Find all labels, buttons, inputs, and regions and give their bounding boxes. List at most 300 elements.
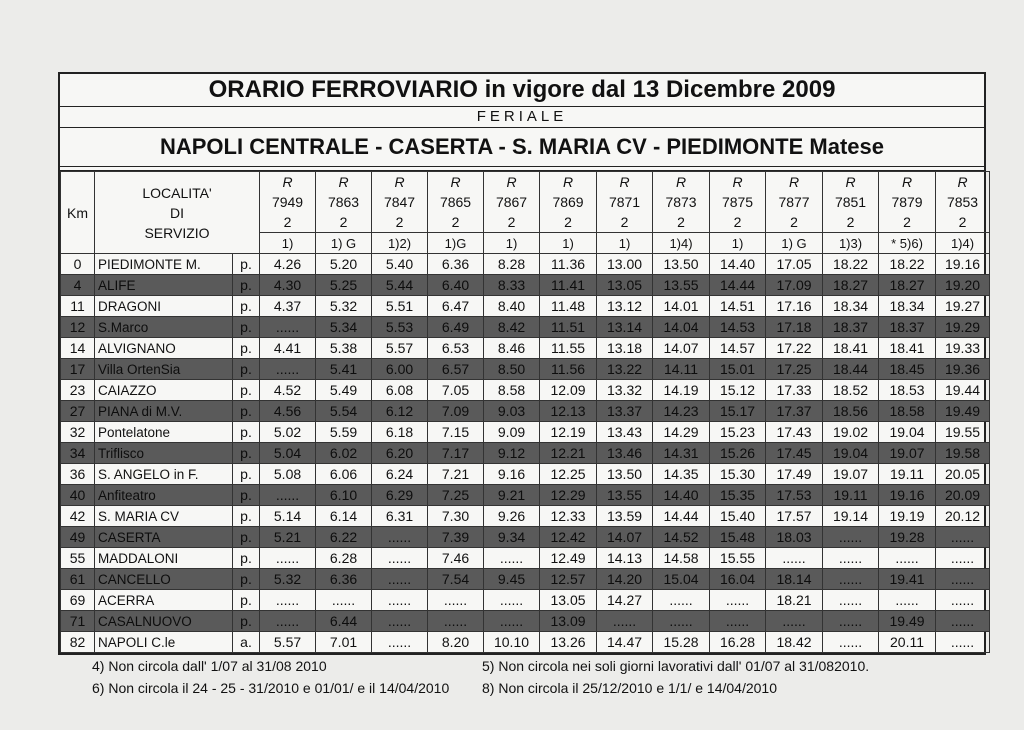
time-cell: 8.40	[484, 296, 540, 317]
time-cell: 14.23	[653, 401, 710, 422]
train-num: 7853	[946, 194, 979, 210]
time-cell: 6.22	[316, 527, 372, 548]
time-cell: 8.42	[484, 317, 540, 338]
time-cell: 5.40	[372, 254, 428, 275]
km-cell: 55	[61, 548, 95, 569]
time-cell: 14.52	[653, 527, 710, 548]
table-row	[61, 275, 990, 296]
train-num: 7871	[608, 194, 641, 210]
time-cell: ......	[936, 569, 990, 590]
time-cell: 19.49	[936, 401, 990, 422]
train-num: 7879	[891, 194, 923, 210]
table-row	[61, 380, 990, 401]
time-cell: 16.04	[710, 569, 766, 590]
km-cell: 32	[61, 422, 95, 443]
time-cell: 12.19	[540, 422, 597, 443]
stop-type-cell: p.	[233, 548, 260, 569]
train-header	[484, 172, 540, 233]
time-cell: 13.00	[597, 254, 653, 275]
time-cell: 12.42	[540, 527, 597, 548]
time-cell: ......	[823, 548, 879, 569]
train-cls: 2	[733, 214, 742, 230]
time-cell: ......	[428, 611, 484, 632]
time-cell: 13.59	[597, 506, 653, 527]
time-cell: 9.12	[484, 443, 540, 464]
time-cell: 17.25	[766, 359, 823, 380]
train-note: 1)2)	[372, 233, 428, 254]
time-cell: 5.51	[372, 296, 428, 317]
time-cell: 8.58	[484, 380, 540, 401]
time-cell: 11.36	[540, 254, 597, 275]
time-cell: 8.46	[484, 338, 540, 359]
time-cell: 17.09	[766, 275, 823, 296]
time-cell: 7.09	[428, 401, 484, 422]
station-cell: ACERRA	[95, 590, 233, 611]
timetable-title: ORARIO FERROVIARIO in vigore dal 13 Dicembre 2009	[60, 74, 984, 107]
time-cell: 4.26	[260, 254, 316, 275]
time-cell: 18.22	[879, 254, 936, 275]
time-cell: 14.51	[710, 296, 766, 317]
train-header	[936, 172, 990, 233]
train-cls: 2	[903, 214, 911, 230]
time-cell: 15.48	[710, 527, 766, 548]
km-cell: 42	[61, 506, 95, 527]
time-cell: 4.41	[260, 338, 316, 359]
table-row	[61, 422, 990, 443]
train-note: 1)4)	[653, 233, 710, 254]
time-cell: 17.45	[766, 443, 823, 464]
time-cell: 6.36	[428, 254, 484, 275]
time-cell: 17.05	[766, 254, 823, 275]
time-cell: 6.44	[316, 611, 372, 632]
time-cell: 11.56	[540, 359, 597, 380]
train-num: 7867	[495, 194, 528, 210]
time-cell: 9.16	[484, 464, 540, 485]
time-cell: 19.19	[879, 506, 936, 527]
time-cell: 19.20	[936, 275, 990, 296]
time-cell: 14.44	[653, 506, 710, 527]
time-cell: ......	[653, 611, 710, 632]
time-cell: ......	[260, 359, 316, 380]
time-cell: 6.10	[316, 485, 372, 506]
time-cell: 4.37	[260, 296, 316, 317]
table-row	[61, 401, 990, 422]
stop-type-cell: p.	[233, 464, 260, 485]
time-cell: 14.27	[597, 590, 653, 611]
time-cell: 9.34	[484, 527, 540, 548]
stop-type-cell: p.	[233, 317, 260, 338]
train-note: * 5)6)	[879, 233, 936, 254]
train-note: 1)	[540, 233, 597, 254]
time-cell: 15.12	[710, 380, 766, 401]
table-row	[61, 548, 990, 569]
time-cell: 9.45	[484, 569, 540, 590]
train-cat: R	[901, 174, 913, 190]
time-cell: 17.16	[766, 296, 823, 317]
km-cell: 49	[61, 527, 95, 548]
time-cell: 6.47	[428, 296, 484, 317]
time-cell: 18.44	[823, 359, 879, 380]
time-cell: ......	[823, 569, 879, 590]
station-cell: S. MARIA CV	[95, 506, 233, 527]
localita-header-line: LOCALITA'	[142, 184, 212, 201]
time-cell: 19.07	[823, 464, 879, 485]
time-cell: 15.23	[710, 422, 766, 443]
train-cat: R	[788, 174, 800, 190]
stop-type-cell: p.	[233, 380, 260, 401]
time-cell: 12.57	[540, 569, 597, 590]
time-cell: 5.02	[260, 422, 316, 443]
time-cell: 14.11	[653, 359, 710, 380]
time-cell: 6.02	[316, 443, 372, 464]
time-cell: 5.41	[316, 359, 372, 380]
time-cell: ......	[936, 611, 990, 632]
time-cell: 12.13	[540, 401, 597, 422]
time-cell: 11.55	[540, 338, 597, 359]
time-cell: 13.55	[597, 485, 653, 506]
time-cell: ......	[936, 527, 990, 548]
station-cell: NAPOLI C.le	[95, 632, 233, 653]
train-cls: 2	[507, 214, 516, 230]
time-cell: 7.39	[428, 527, 484, 548]
station-cell: Triflisco	[95, 443, 233, 464]
route-heading: NAPOLI CENTRALE - CASERTA - S. MARIA CV - PIEDIMONTE Matese	[60, 128, 984, 167]
station-cell: Anfiteatro	[95, 485, 233, 506]
time-cell: 18.34	[879, 296, 936, 317]
train-note: 1)	[484, 233, 540, 254]
time-cell: 18.41	[823, 338, 879, 359]
time-cell: 6.20	[372, 443, 428, 464]
time-cell: 19.44	[936, 380, 990, 401]
time-cell: ......	[823, 590, 879, 611]
table-row	[61, 359, 990, 380]
train-cat: R	[450, 174, 461, 190]
train-note: 1)3)	[823, 233, 879, 254]
time-cell: 8.28	[484, 254, 540, 275]
time-cell: 6.31	[372, 506, 428, 527]
train-num: 7851	[834, 194, 867, 210]
footnote-6: 6) Non circola il 24 - 25 - 31/2010 e 01/01/ e il 14/04/2010	[92, 680, 450, 696]
time-cell: 15.40	[710, 506, 766, 527]
time-cell: 13.18	[597, 338, 653, 359]
time-cell: 14.31	[653, 443, 710, 464]
train-cls: 2	[790, 214, 798, 230]
time-cell: 13.09	[540, 611, 597, 632]
time-cell: 12.25	[540, 464, 597, 485]
train-header	[372, 172, 428, 233]
train-num: 7869	[552, 194, 584, 210]
km-cell: 69	[61, 590, 95, 611]
stop-type-cell: p.	[233, 254, 260, 275]
train-num: 7863	[327, 194, 360, 210]
time-cell: 4.52	[260, 380, 316, 401]
train-header	[653, 172, 710, 233]
train-cls: 2	[846, 214, 855, 230]
station-cell: CAIAZZO	[95, 380, 233, 401]
time-cell: 17.33	[766, 380, 823, 401]
train-cat: R	[562, 174, 574, 190]
time-cell: 20.12	[936, 506, 990, 527]
train-num: 7873	[665, 194, 697, 210]
time-cell: 18.56	[823, 401, 879, 422]
time-cell: 19.41	[879, 569, 936, 590]
km-cell: 0	[61, 254, 95, 275]
time-cell: 7.05	[428, 380, 484, 401]
time-cell: 5.14	[260, 506, 316, 527]
time-cell: ......	[710, 611, 766, 632]
time-cell: ......	[372, 590, 428, 611]
time-cell: 13.12	[597, 296, 653, 317]
time-cell: 13.43	[597, 422, 653, 443]
table-row	[61, 254, 990, 275]
time-cell: 5.44	[372, 275, 428, 296]
time-cell: 7.17	[428, 443, 484, 464]
time-cell: 13.05	[540, 590, 597, 611]
km-cell: 34	[61, 443, 95, 464]
time-cell: 6.00	[372, 359, 428, 380]
time-cell: 6.49	[428, 317, 484, 338]
station-cell: PIEDIMONTE M.	[95, 254, 233, 275]
time-cell: ......	[710, 590, 766, 611]
time-cell: 5.38	[316, 338, 372, 359]
station-cell: CASERTA	[95, 527, 233, 548]
stop-type-cell: p.	[233, 275, 260, 296]
table-row	[61, 590, 990, 611]
time-cell: 14.44	[710, 275, 766, 296]
time-cell: 18.34	[823, 296, 879, 317]
time-cell: 18.03	[766, 527, 823, 548]
time-cell: ......	[936, 548, 990, 569]
time-cell: 18.37	[879, 317, 936, 338]
time-cell: 5.34	[316, 317, 372, 338]
time-cell: 14.04	[653, 317, 710, 338]
train-cls: 2	[958, 214, 967, 230]
time-cell: 17.49	[766, 464, 823, 485]
time-cell: 13.46	[597, 443, 653, 464]
time-cell: 15.01	[710, 359, 766, 380]
time-cell: 8.20	[428, 632, 484, 653]
time-cell: 13.26	[540, 632, 597, 653]
stop-type-cell: p.	[233, 443, 260, 464]
train-cat: R	[732, 174, 743, 190]
time-cell: 19.04	[879, 422, 936, 443]
time-cell: ......	[372, 611, 428, 632]
table-row	[61, 464, 990, 485]
time-cell: 19.55	[936, 422, 990, 443]
time-cell: 6.12	[372, 401, 428, 422]
time-cell: 18.52	[823, 380, 879, 401]
timetable-subtitle: FERIALE	[60, 107, 984, 128]
train-cls: 2	[283, 214, 292, 230]
table-row	[61, 443, 990, 464]
time-cell: 14.40	[710, 254, 766, 275]
time-cell: 13.55	[653, 275, 710, 296]
time-cell: 6.06	[316, 464, 372, 485]
footnote-4: 4) Non circola dall' 1/07 al 31/08 2010	[92, 658, 327, 674]
time-cell: 6.57	[428, 359, 484, 380]
localita-header-line: SERVIZIO	[144, 224, 210, 241]
time-cell: 13.37	[597, 401, 653, 422]
timetable-table	[60, 171, 990, 653]
time-cell: 5.32	[260, 569, 316, 590]
timetable-sheet	[58, 72, 986, 655]
time-cell: 6.08	[372, 380, 428, 401]
table-row	[61, 317, 990, 338]
time-cell: 14.47	[597, 632, 653, 653]
table-row	[61, 611, 990, 632]
time-cell: 6.28	[316, 548, 372, 569]
train-cls: 2	[620, 214, 629, 230]
time-cell: ......	[936, 632, 990, 653]
time-cell: 15.04	[653, 569, 710, 590]
time-cell: 5.21	[260, 527, 316, 548]
km-header: Km	[61, 172, 95, 254]
train-note: 1) G	[766, 233, 823, 254]
time-cell: 14.35	[653, 464, 710, 485]
time-cell: 19.16	[879, 485, 936, 506]
table-row	[61, 338, 990, 359]
time-cell: 12.33	[540, 506, 597, 527]
time-cell: 6.24	[372, 464, 428, 485]
time-cell: ......	[766, 611, 823, 632]
time-cell: ......	[372, 548, 428, 569]
time-cell: 14.40	[653, 485, 710, 506]
time-cell: 20.05	[936, 464, 990, 485]
stop-type-cell: p.	[233, 611, 260, 632]
km-cell: 71	[61, 611, 95, 632]
time-cell: 18.27	[823, 275, 879, 296]
time-cell: 6.29	[372, 485, 428, 506]
time-cell: 14.07	[653, 338, 710, 359]
station-cell: S. ANGELO in F.	[95, 464, 233, 485]
time-cell: 13.14	[597, 317, 653, 338]
time-cell: 12.09	[540, 380, 597, 401]
time-cell: 15.30	[710, 464, 766, 485]
km-cell: 4	[61, 275, 95, 296]
km-cell: 82	[61, 632, 95, 653]
time-cell: ......	[428, 590, 484, 611]
time-cell: 13.05	[597, 275, 653, 296]
time-cell: 11.41	[540, 275, 597, 296]
station-cell: MADDALONI	[95, 548, 233, 569]
header-row	[61, 172, 990, 233]
time-cell: ......	[823, 611, 879, 632]
km-cell: 11	[61, 296, 95, 317]
time-cell: ......	[879, 590, 936, 611]
time-cell: 13.32	[597, 380, 653, 401]
train-cls: 2	[339, 214, 348, 230]
time-cell: 5.20	[316, 254, 372, 275]
km-cell: 36	[61, 464, 95, 485]
footnote-5: 5) Non circola nei soli giorni lavorativi dall' 01/07 al 31/082010.	[482, 658, 870, 674]
km-cell: 40	[61, 485, 95, 506]
time-cell: 15.55	[710, 548, 766, 569]
time-cell: 19.04	[823, 443, 879, 464]
time-cell: 18.21	[766, 590, 823, 611]
station-cell: Pontelatone	[95, 422, 233, 443]
time-cell: 19.11	[879, 464, 936, 485]
time-cell: 5.54	[316, 401, 372, 422]
time-cell: 5.57	[372, 338, 428, 359]
time-cell: 17.53	[766, 485, 823, 506]
time-cell: ......	[260, 590, 316, 611]
time-cell: 18.37	[823, 317, 879, 338]
train-header	[766, 172, 823, 233]
train-header	[260, 172, 316, 233]
km-cell: 23	[61, 380, 95, 401]
time-cell: ......	[823, 527, 879, 548]
train-cat: R	[619, 174, 630, 190]
localita-header-line: DI	[170, 204, 184, 221]
time-cell: 18.42	[766, 632, 823, 653]
time-cell: ......	[260, 485, 316, 506]
time-cell: 19.28	[879, 527, 936, 548]
time-cell: ......	[260, 548, 316, 569]
train-header	[597, 172, 653, 233]
stop-type-cell: p.	[233, 569, 260, 590]
km-cell: 61	[61, 569, 95, 590]
train-note: 1)	[260, 233, 316, 254]
time-cell: ......	[372, 527, 428, 548]
train-note: 1)	[597, 233, 653, 254]
train-note: 1)	[710, 233, 766, 254]
time-cell: 14.20	[597, 569, 653, 590]
time-cell: 9.21	[484, 485, 540, 506]
station-cell: CANCELLO	[95, 569, 233, 590]
time-cell: 9.03	[484, 401, 540, 422]
time-cell: 6.36	[316, 569, 372, 590]
station-cell: CASALNUOVO	[95, 611, 233, 632]
stop-type-cell: p.	[233, 590, 260, 611]
time-cell: 9.26	[484, 506, 540, 527]
time-cell: 13.50	[597, 464, 653, 485]
station-cell: ALVIGNANO	[95, 338, 233, 359]
time-cell: 5.59	[316, 422, 372, 443]
time-cell: ......	[484, 611, 540, 632]
time-cell: ......	[766, 548, 823, 569]
stop-type-cell: p.	[233, 422, 260, 443]
time-cell: 19.11	[823, 485, 879, 506]
time-cell: 14.57	[710, 338, 766, 359]
time-cell: 12.49	[540, 548, 597, 569]
train-num: 7847	[383, 194, 416, 210]
time-cell: 6.53	[428, 338, 484, 359]
time-cell: 11.51	[540, 317, 597, 338]
time-cell: ......	[936, 590, 990, 611]
time-cell: 20.09	[936, 485, 990, 506]
train-note: 1) G	[316, 233, 372, 254]
time-cell: 19.27	[936, 296, 990, 317]
time-cell: 17.18	[766, 317, 823, 338]
stop-type-cell: p.	[233, 485, 260, 506]
time-cell: 18.27	[879, 275, 936, 296]
train-header	[823, 172, 879, 233]
stop-type-cell: p.	[233, 296, 260, 317]
time-cell: 15.28	[653, 632, 710, 653]
train-cls: 2	[564, 214, 572, 230]
localita-header	[95, 172, 260, 254]
station-cell: DRAGONI	[95, 296, 233, 317]
time-cell: 7.25	[428, 485, 484, 506]
time-cell: 19.33	[936, 338, 990, 359]
time-cell: 7.15	[428, 422, 484, 443]
time-cell: 17.43	[766, 422, 823, 443]
time-cell: 6.14	[316, 506, 372, 527]
time-cell: 4.30	[260, 275, 316, 296]
table-row	[61, 569, 990, 590]
time-cell: 7.54	[428, 569, 484, 590]
time-cell: 16.28	[710, 632, 766, 653]
